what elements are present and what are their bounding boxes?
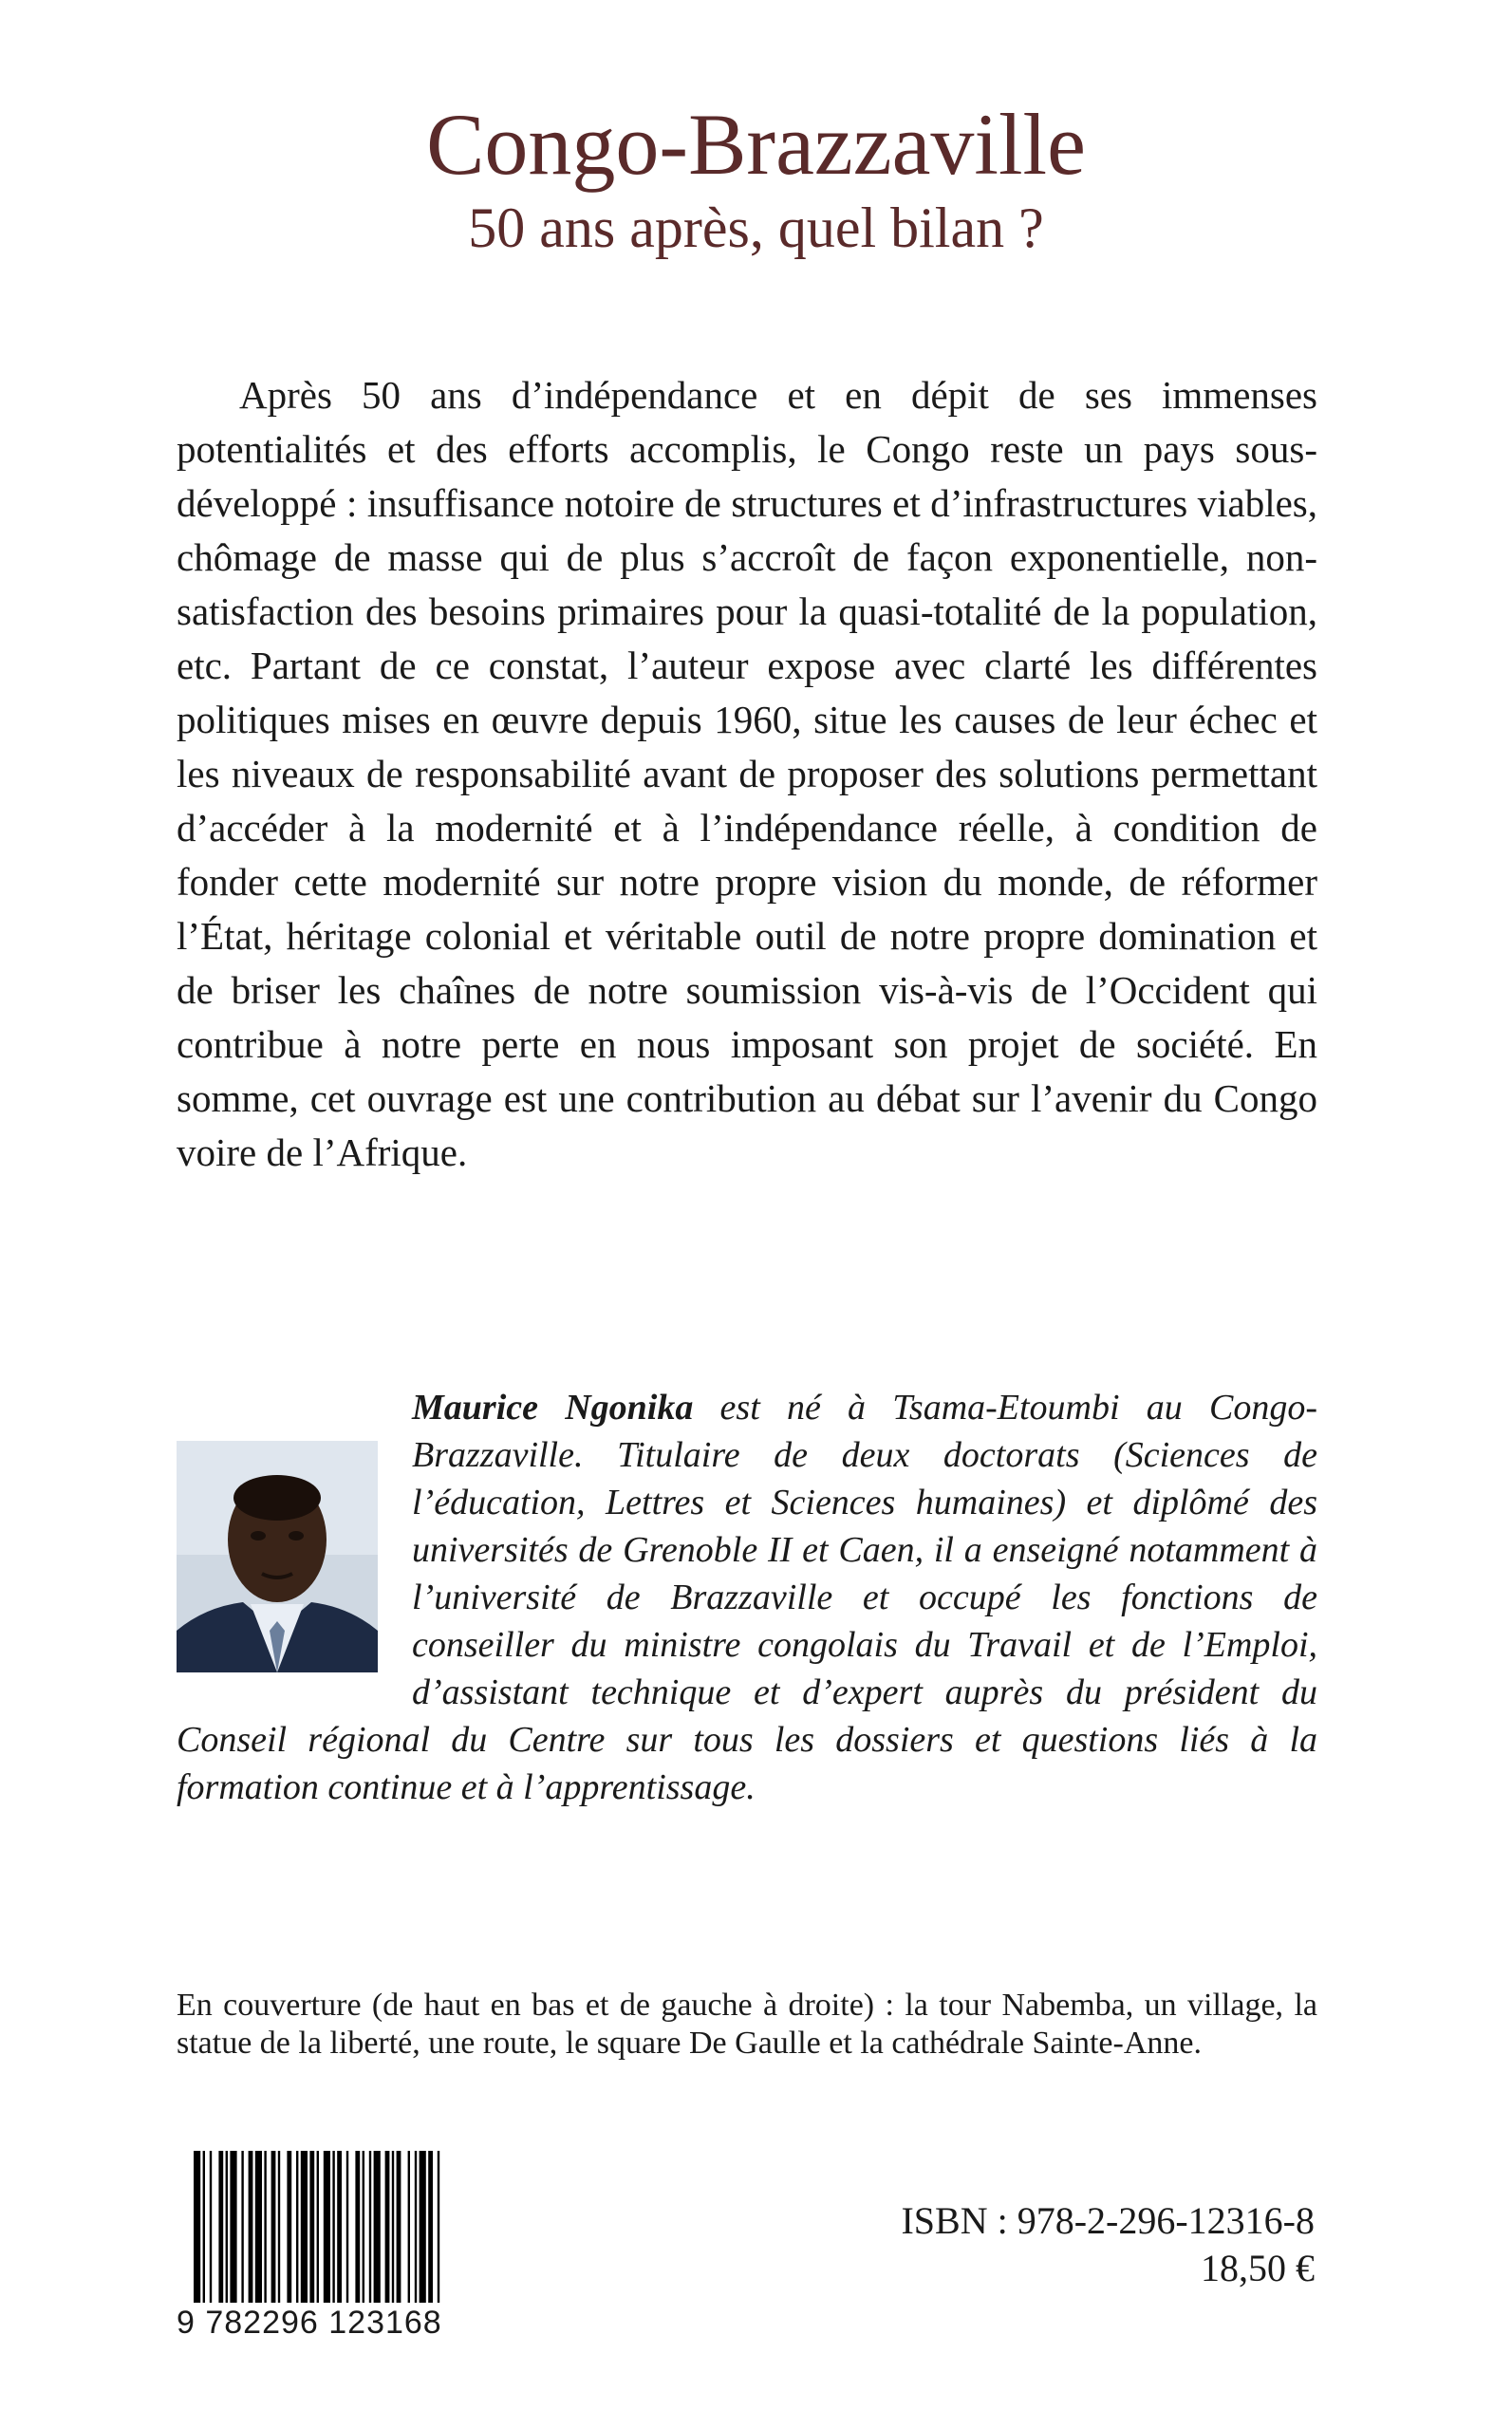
book-title: Congo-Brazzaville (426, 96, 1086, 193)
author-bio-text: est né à Tsama-Etoumbi au Congo-Brazzaville. Titulaire de deux doctorats (Sciences de l’éducation, Lettres et Sciences humaines) et diplômé des universités de Grenoble II et Caen, il a enseigné notamment à l’université de Brazzaville et occupé les fonctions de conseiller du ministre congolais du Travail et de l’Emploi, d’assistant technique et d’expert auprès du président du Conseil régional du Centre sur tous les dossiers et questions liés à la formation continue et à l’apprentissage. (177, 1388, 1317, 1807)
isbn: ISBN : 978-2-296-12316-8 (901, 2199, 1315, 2242)
book-subtitle: 50 ans après, quel bilan ? (468, 196, 1044, 259)
author-name: Maurice Ngonika (412, 1388, 694, 1428)
cover-header (0, 95, 1512, 262)
barcode (177, 2151, 518, 2312)
price: 18,50 € (1201, 2247, 1315, 2289)
cover-credits: En couverture (de haut en bas et de gauche à droite) : la tour Nabemba, un village, la statue de la liberté, une route, le square De Gaulle et la cathédrale Sainte-Anne. (177, 1988, 1317, 2061)
book-summary: Après 50 ans d’indépendance et en dépit de ses immenses potentialités et des efforts accomplis, le Congo reste un pays sous-développé : insuffisance notoire de structures et d’infrastructures viables, chômage de masse qui de plus s’accroît de façon exponentielle, non-satisfaction des besoins primaires pour la quasi-totalité de la population, etc. Partant de ce constat, l’auteur expose avec clarté les différentes politiques mises en œuvre depuis 1960, situe les causes de leur échec et les niveaux de responsabilité avant de proposer des solutions permettant d’accéder à la modernité et à l’indépendance réelle, à condition de fonder cette modernité sur notre propre vision du monde, de réformer l’État, héritage colonial et véritable outil de notre propre domination et de briser les chaînes de notre soumission vis-à-vis de l’Occident qui contribue à notre perte en nous imposant son projet de société. En somme, cet ouvrage est une contribution au débat sur l’avenir du Congo voire de l’Afrique. (177, 373, 1317, 1174)
author-bio (177, 1384, 1317, 1811)
author-photo (177, 1441, 378, 1672)
barcode-digits: 9 782296 123168 (177, 2305, 442, 2341)
